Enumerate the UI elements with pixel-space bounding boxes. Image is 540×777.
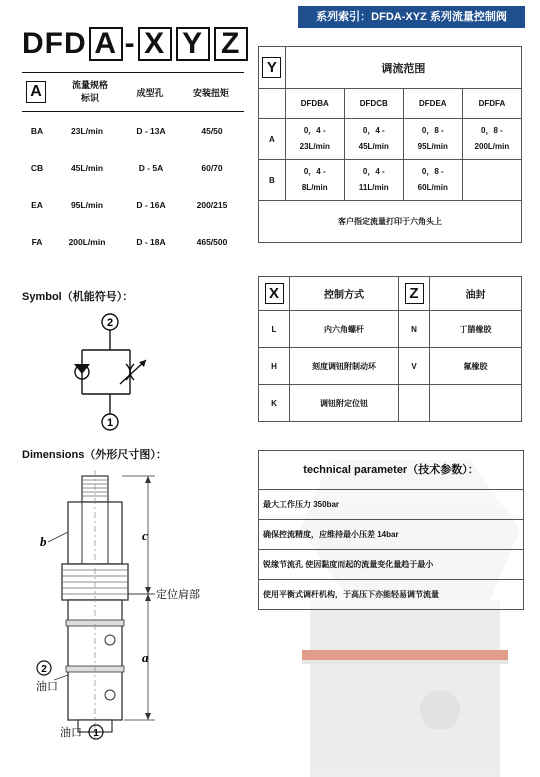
model-code xyxy=(22,24,250,64)
row-key: A xyxy=(259,119,286,160)
cell: 内六角螺杆 xyxy=(290,311,399,348)
table-row xyxy=(259,348,522,385)
cell: 调钮附定位钮 xyxy=(290,385,399,422)
table-y-note: 客户指定流量打印于六角头上 xyxy=(259,201,522,243)
table-y-letter: Y xyxy=(262,57,281,78)
col-header: DFDCB xyxy=(344,89,403,119)
table-row xyxy=(22,149,244,186)
model-dash: - xyxy=(124,27,136,60)
cell: 23L/min xyxy=(70,125,104,136)
table-z-letter: Z xyxy=(405,283,424,304)
port-1-label: 油口 xyxy=(60,727,82,739)
model-letter-a: A xyxy=(89,27,123,61)
table-row xyxy=(259,385,522,422)
cell: H xyxy=(259,348,290,385)
table-a xyxy=(22,72,244,260)
cell xyxy=(430,385,522,422)
cell: 0，8 - 200L/min xyxy=(462,119,521,160)
cell: 45/50 xyxy=(201,125,223,136)
cell: 0，4 - 11L/min xyxy=(344,160,403,201)
shoulder-label: 定位肩部 xyxy=(156,589,200,601)
tech-item: 最大工作压力 350bar xyxy=(259,489,523,519)
tech-item: 使用平衡式调杆机构，于高压下亦能轻易调节流量 xyxy=(259,579,523,609)
table-row xyxy=(22,112,244,149)
table-row xyxy=(22,186,244,223)
cell: N xyxy=(399,311,430,348)
tech-item: 确保控流精度，应维持最小压差 14bar xyxy=(259,519,523,549)
symbol-title: Symbol（机能符号）： xyxy=(22,291,134,303)
port-1-number: 1 xyxy=(93,728,99,739)
dimensions-title: Dimensions（外形尺寸图）： xyxy=(22,449,167,461)
cell: D - 5A xyxy=(138,162,164,173)
table-x-letter-cell xyxy=(259,277,290,311)
symbol-port-2: 2 xyxy=(106,317,114,329)
dim-label-c: c xyxy=(142,528,148,543)
cell: CB xyxy=(30,162,44,173)
table-row xyxy=(259,311,522,348)
model-letter-y: Y xyxy=(176,27,210,61)
tech-item: 锐缘节流孔 使因黏度而起的流量变化量趋于最小 xyxy=(259,549,523,579)
col-header: DFDBA xyxy=(285,89,344,119)
port-2-number: 2 xyxy=(41,664,47,675)
cell: 0，4 - 23L/min xyxy=(285,119,344,160)
cell: BA xyxy=(30,125,44,136)
symbol-port-1: 1 xyxy=(106,417,114,429)
cell: 丁腈橡胶 xyxy=(430,311,522,348)
cell: D - 18A xyxy=(136,236,166,247)
table-row xyxy=(259,277,522,311)
cell: 200/215 xyxy=(196,199,228,210)
row-key: B xyxy=(259,160,286,201)
cell: 465/500 xyxy=(196,236,228,247)
model-letter-x: X xyxy=(138,27,172,61)
table-row xyxy=(259,89,522,119)
dim-label-b: b xyxy=(40,534,47,549)
table-row xyxy=(22,223,244,260)
cell: 0，4 - 8L/min xyxy=(285,160,344,201)
model-letter-z: Z xyxy=(214,27,248,61)
cell: D - 13A xyxy=(136,125,166,136)
table-x-title: 控制方式 xyxy=(290,277,399,311)
table-a-header-flow: 流量规格 标识 xyxy=(71,80,108,103)
cell xyxy=(399,385,430,422)
cell: EA xyxy=(31,199,43,210)
table-a-header-cavity: 成型孔 xyxy=(136,88,164,98)
tech-title: technical parameter（技术参数）： xyxy=(303,464,479,476)
cell: 刻度调钮附制动环 xyxy=(290,348,399,385)
port-2-label: 油口 xyxy=(36,681,58,693)
cell: FA xyxy=(31,236,43,247)
cell: L xyxy=(259,311,290,348)
col-header: DFDEA xyxy=(403,89,462,119)
tech-params xyxy=(258,450,524,610)
cell: 200L/min xyxy=(68,236,106,247)
table-z-title: 油封 xyxy=(430,277,522,311)
table-row xyxy=(259,160,522,201)
table-row xyxy=(259,47,522,89)
table-a-letter: A xyxy=(26,81,46,103)
valve-symbol xyxy=(60,308,170,438)
cell: 0，4 - 45L/min xyxy=(344,119,403,160)
series-banner: 系列索引：DFDA-XYZ 系列流量控制阀 xyxy=(298,6,525,28)
table-a-header-torque: 安装扭矩 xyxy=(192,88,229,98)
cell xyxy=(462,160,521,201)
cell: D - 16A xyxy=(136,199,166,210)
table-z-letter-cell xyxy=(399,277,430,311)
table-xz xyxy=(258,276,522,422)
table-y-letter-cell xyxy=(259,47,286,89)
table-x-letter: X xyxy=(265,283,284,304)
dim-label-a: a xyxy=(142,650,149,665)
model-prefix: DFD xyxy=(22,27,87,60)
cell: 0，8 - 60L/min xyxy=(403,160,462,201)
col-header: DFDFA xyxy=(462,89,521,119)
cell: 60/70 xyxy=(201,162,223,173)
cell: 氟橡胶 xyxy=(430,348,522,385)
table-y xyxy=(258,46,522,243)
table-row xyxy=(259,201,522,243)
cell: 0，8 - 95L/min xyxy=(403,119,462,160)
table-y-title: 调流范围 xyxy=(285,47,521,89)
cell: 95L/min xyxy=(70,199,104,210)
dimension-drawing xyxy=(30,470,250,770)
cell xyxy=(259,89,286,119)
cell: K xyxy=(259,385,290,422)
table-row xyxy=(259,119,522,160)
cell: 45L/min xyxy=(70,162,104,173)
cell: V xyxy=(399,348,430,385)
